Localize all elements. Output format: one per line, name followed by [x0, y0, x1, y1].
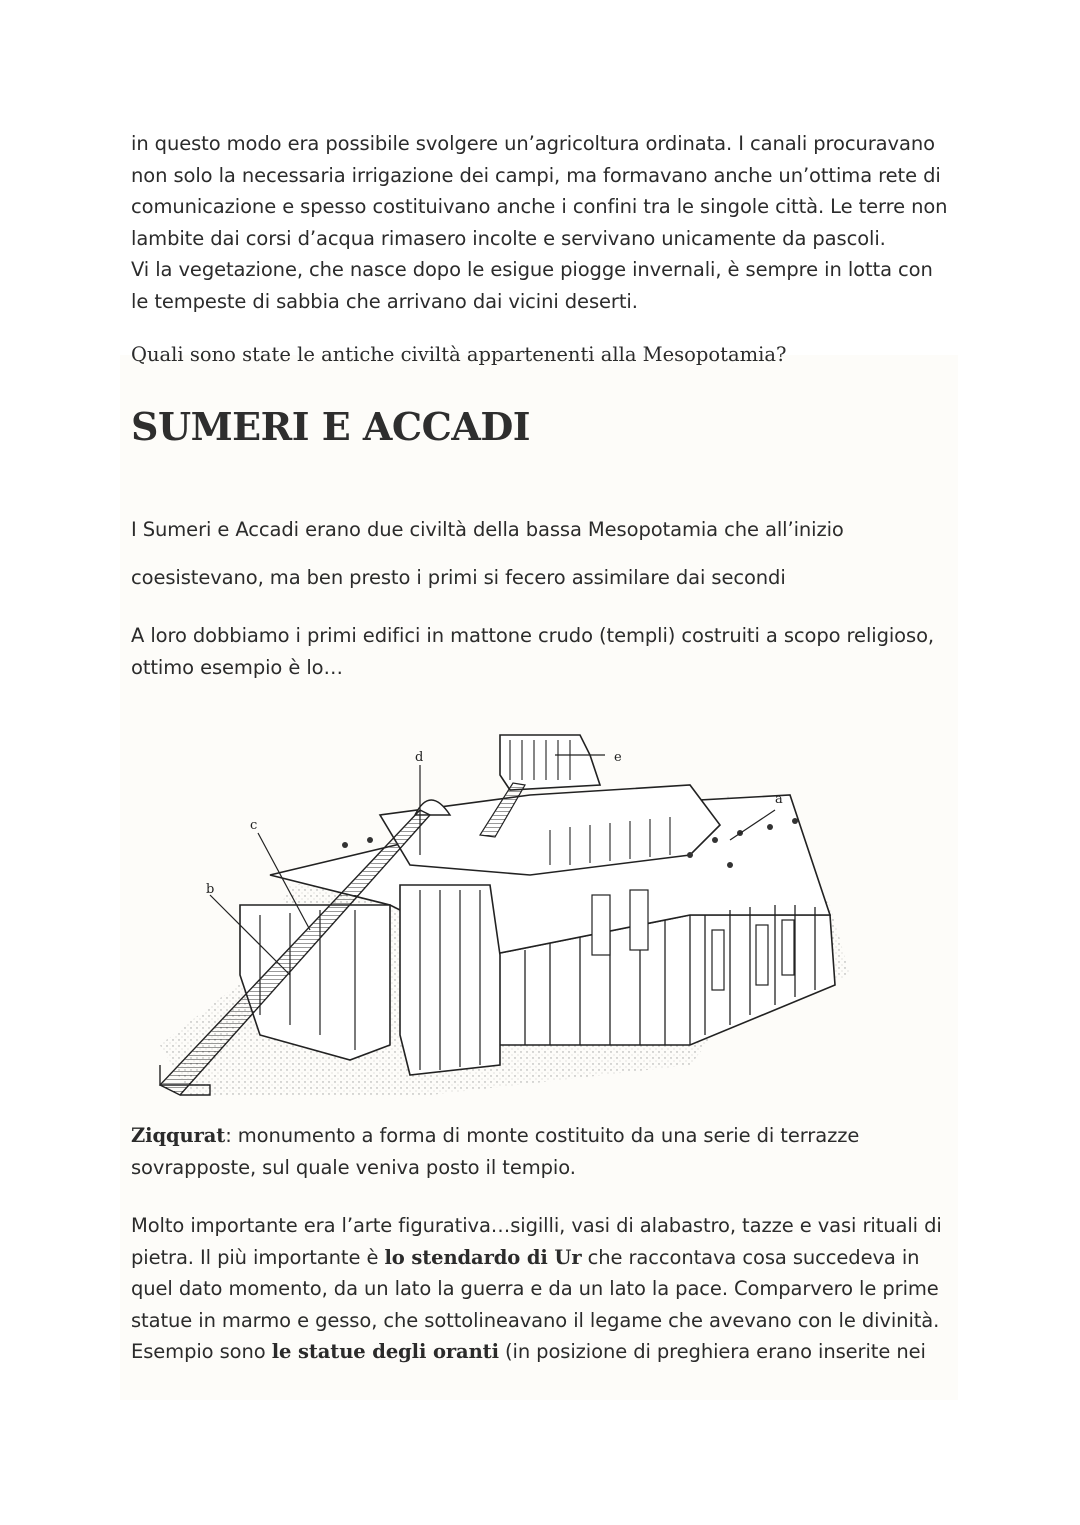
ziqqurat-definition: : monumento a forma di monte costituito da una serie di terrazze sovrapposte, sul quale veniva posto il tempio.: [131, 1124, 860, 1179]
intro-paragraph: [131, 128, 951, 317]
ziggurat-drawing: [130, 715, 870, 1105]
figure-label-a: a: [775, 792, 783, 807]
section-heading: SUMERI E ACCADI: [131, 404, 531, 449]
sumeri-paragraph: I Sumeri e Accadi erano due civiltà della bassa Mesopotamia che all’inizio coesistevano, ma ben presto i primi si fecero assimilare dai secondi: [131, 518, 844, 589]
arte-text-3: (in posizione di preghiera erano inserite nei: [498, 1340, 926, 1363]
figure-label-c: c: [250, 818, 258, 833]
figure-label-d: d: [415, 750, 424, 765]
arte-text-1: Molto importante era l’arte figurativa…sigilli, vasi di alabastro, tazze e vasi rituali di pietra. Il più importante è: [131, 1214, 942, 1269]
ziqqurat-term: Ziqqurat: [131, 1124, 226, 1147]
ziggurat-illustration: [130, 715, 870, 1105]
loro-paragraph: A loro dobbiamo i primi edifici in mattone crudo (templi) costruiti a scopo religioso, ottimo esempio è lo…: [131, 624, 934, 679]
figure-label-b: b: [206, 882, 215, 897]
arte-text-2: che raccontava cosa succedeva in quel dato momento, da un lato la guerra e da un lato la pace. Comparvero le prime statue in marmo e gesso, che sottolineavano il legame che avevano con le divinità. Esempio sono: [131, 1245, 940, 1363]
intro-text-1: in questo modo era possibile svolgere un’agricoltura ordinata. I canali procuravano non solo la necessaria irrigazione dei campi, ma formavano anche un’ottima rete di comunicazione e spesso costituivano anche i confini tra le singole città. Le terre non lambite dai corsi d’acqua rimasero incolte e servivano unicamente da pascoli.: [131, 132, 948, 250]
arte-paragraph: [131, 1210, 951, 1368]
statue-degli-oranti: le statue degli oranti: [271, 1340, 499, 1363]
question-text: Quali sono state le antiche civiltà appartenenti alla Mesopotamia?: [131, 343, 787, 366]
intro-text-2: Vi la vegetazione, che nasce dopo le esigue piogge invernali, è sempre in lotta con le tempeste di sabbia che arrivano dai vicini deserti.: [131, 258, 933, 313]
figure-label-e: e: [614, 750, 622, 765]
ziqqurat-paragraph: [131, 1120, 951, 1183]
stendardo-di-ur: lo stendardo di Ur: [384, 1245, 582, 1269]
